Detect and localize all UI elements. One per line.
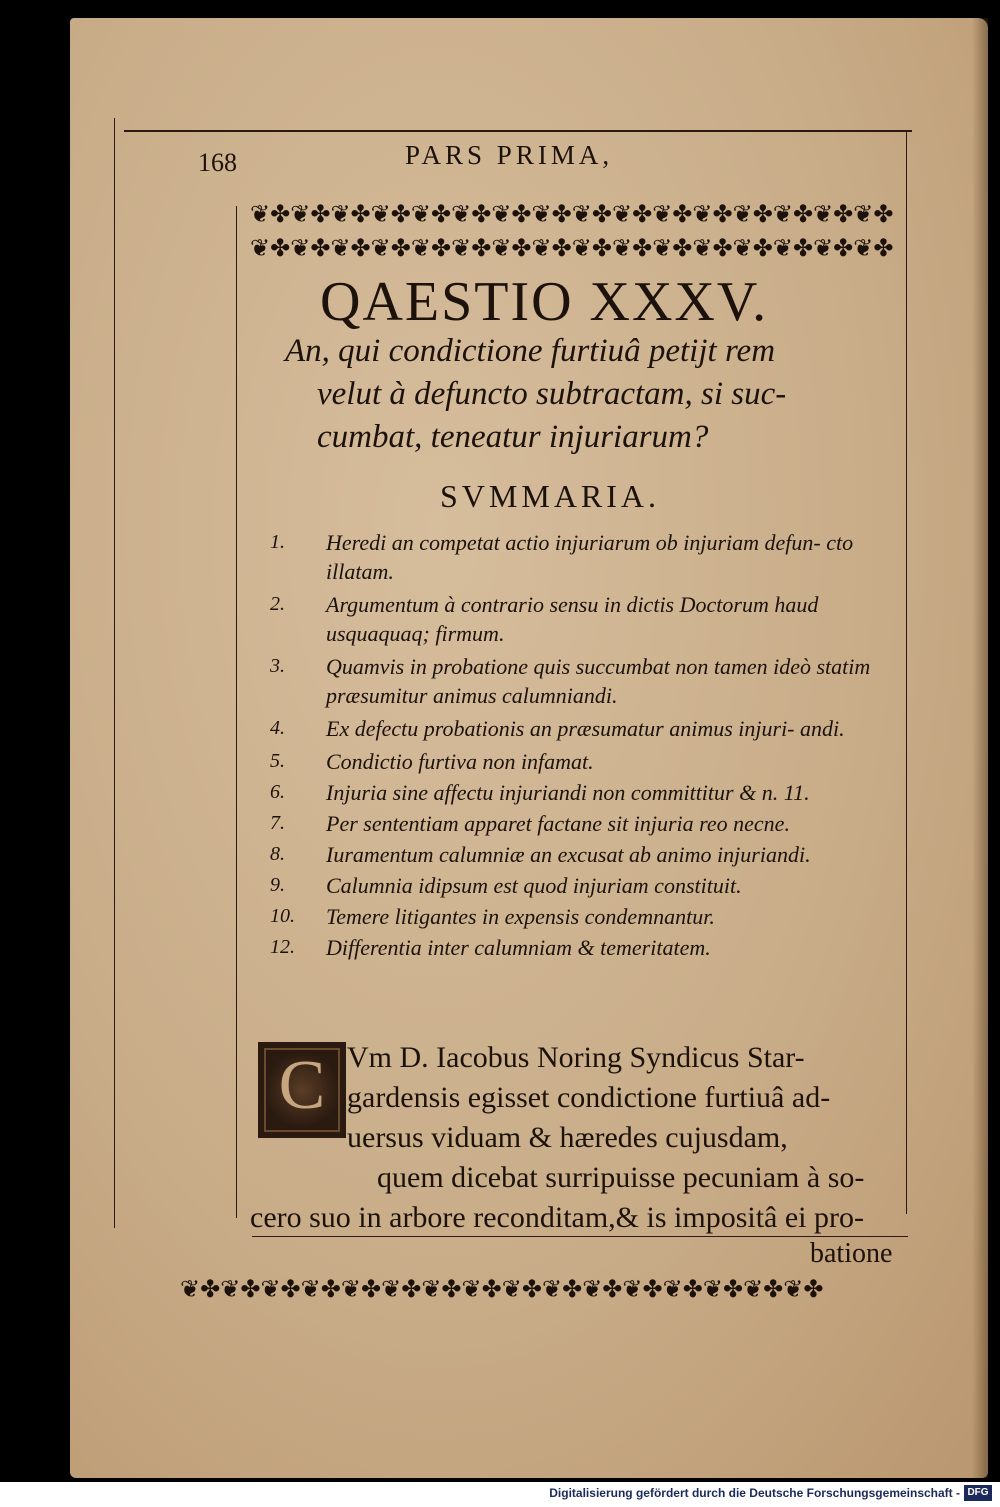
bottom-ornament-band: ❦✤❦✤❦✤❦✤❦✤❦✤❦✤❦✤❦✤❦✤❦✤❦✤❦✤❦✤❦✤❦✤ bbox=[180, 1278, 824, 1302]
left-frame-rule bbox=[114, 118, 115, 1228]
page-edge-shadow bbox=[972, 18, 988, 1478]
summary-number: 3. bbox=[270, 655, 285, 677]
summary-number: 8. bbox=[270, 843, 285, 865]
summary-number: 2. bbox=[270, 593, 285, 615]
inner-frame-rule bbox=[236, 206, 237, 1218]
summary-item bbox=[270, 652, 910, 710]
summary-item bbox=[270, 528, 910, 586]
body-line: cero suo in arbore reconditam,& is impositâ ei pro- bbox=[250, 1201, 864, 1234]
summary-text: Calumnia idipsum est quod injuriam constituit. bbox=[326, 873, 742, 898]
body-line: quem dicebat surripuisse pecuniam à so- bbox=[377, 1161, 865, 1194]
summary-number: 7. bbox=[270, 812, 285, 834]
summary-text: Quamvis in probatione quis succumbat non tamen ideò statim præsumitur animus calumniandi. bbox=[326, 654, 871, 708]
initial-letter: C bbox=[278, 1047, 326, 1124]
summary-number: 6. bbox=[270, 781, 285, 803]
summary-text: Iuramentum calumniæ an excusat ab animo injuriandi. bbox=[326, 842, 811, 867]
summary-number: 4. bbox=[270, 717, 285, 739]
summary-text: Heredi an competat actio injuriarum ob injuriam defun- cto illatam. bbox=[326, 530, 854, 584]
summary-item bbox=[270, 778, 910, 807]
summary-item bbox=[270, 902, 910, 931]
digitization-credit: Digitalisierung gefördert durch die Deutsche Forschungsgemeinschaft - bbox=[549, 1486, 960, 1500]
summary-item bbox=[270, 809, 910, 838]
question-line: cumbat, teneatur injuriarum? bbox=[317, 419, 709, 455]
summary-number: 12. bbox=[270, 936, 295, 958]
dfg-logo: DFG bbox=[964, 1485, 992, 1501]
summary-item bbox=[270, 933, 910, 962]
footer-rule bbox=[252, 1236, 908, 1237]
summary-item bbox=[270, 747, 910, 776]
body-line: gardensis egisset condictione furtiuâ ad- bbox=[347, 1081, 831, 1114]
summary-item bbox=[270, 840, 910, 869]
quaestio-title: QAESTIO XXXV. bbox=[320, 271, 769, 333]
summary-number: 5. bbox=[270, 750, 285, 772]
body-paragraph bbox=[250, 1038, 910, 1238]
summary-text: Injuria sine affectu injuriandi non committitur & n. 11. bbox=[326, 780, 810, 805]
question-heading bbox=[285, 330, 895, 459]
summary-item bbox=[270, 871, 910, 900]
top-ornament-band-2: ❦✤❦✤❦✤❦✤❦✤❦✤❦✤❦✤❦✤❦✤❦✤❦✤❦✤❦✤❦✤❦✤ bbox=[250, 237, 894, 261]
summaria-list bbox=[270, 528, 910, 964]
body-line: Vm D. Iacobus Noring Syndicus Star- bbox=[347, 1041, 805, 1074]
question-line: An, qui condictione furtiuâ petijt rem bbox=[285, 333, 776, 369]
header-rule bbox=[124, 130, 912, 132]
running-head: PARS PRIMA, bbox=[405, 140, 614, 170]
summary-item bbox=[270, 590, 910, 648]
summary-text: Per sententiam apparet factane sit injuria reo necne. bbox=[326, 811, 790, 836]
summary-text: Argumentum à contrario sensu in dictis Doctorum haud usquaquaq; firmum. bbox=[326, 592, 819, 646]
summary-text: Temere litigantes in expensis condemnantur. bbox=[326, 904, 715, 929]
summary-number: 10. bbox=[270, 905, 295, 927]
summary-number: 9. bbox=[270, 874, 285, 896]
summary-item bbox=[270, 714, 910, 743]
digitization-footer bbox=[0, 1482, 1000, 1507]
question-line: velut à defuncto subtractam, si suc- bbox=[317, 376, 787, 412]
summary-text: Condictio furtiva non infamat. bbox=[326, 749, 594, 774]
summary-number: 1. bbox=[270, 531, 285, 553]
summary-text: Differentia inter calumniam & temeritatem. bbox=[326, 935, 711, 960]
summaria-heading: SVMMARIA. bbox=[440, 478, 661, 514]
top-ornament-band: ❦✤❦✤❦✤❦✤❦✤❦✤❦✤❦✤❦✤❦✤❦✤❦✤❦✤❦✤❦✤❦✤ bbox=[250, 203, 894, 227]
body-line: uersus viduam & hæredes cujusdam, bbox=[347, 1121, 788, 1154]
summary-text: Ex defectu probationis an præsumatur animus injuri- andi. bbox=[326, 716, 845, 741]
page-number: 168 bbox=[198, 148, 237, 177]
catchword: batione bbox=[810, 1238, 893, 1269]
